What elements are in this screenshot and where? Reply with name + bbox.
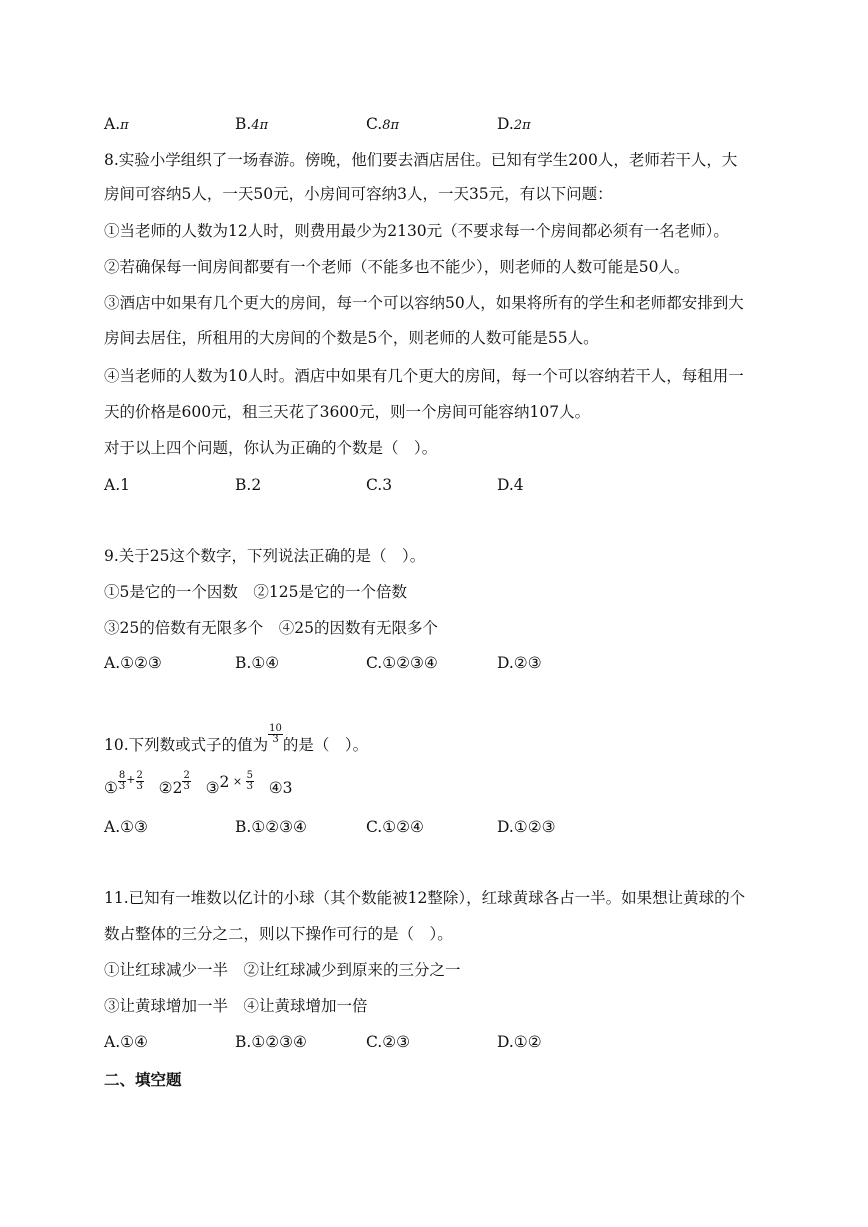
q11-option-b: B.①②③④ <box>235 1033 307 1051</box>
q8-question: 对于以上四个问题，你认为正确的个数是（ ）。 <box>104 439 438 457</box>
q10-e1a-fraction: $\frac{8}{3}$ <box>118 769 126 792</box>
q11-options <box>104 1032 764 1054</box>
q9-option-c: C.①②③④ <box>366 654 438 672</box>
q9-options <box>104 653 764 675</box>
q10-option-b: B.①②③④ <box>235 818 307 836</box>
section-heading: 二、填空题 <box>104 1071 182 1089</box>
q7-option-c: C.8π <box>366 115 400 133</box>
q8-option-d: D.4 <box>497 476 524 494</box>
q7-option-b: B.4π <box>235 115 269 133</box>
q9-choices-row1: ①5是它的一个因数 ②125是它的一个倍数 <box>104 583 407 601</box>
q11-choices-row1: ①让红球减少一半 ②让红球减少到原来的三分之一 <box>104 961 461 979</box>
q8-item-2: ②若确保每一间房间都要有一个老师（不能多也不能少），则老师的人数可能是50人。 <box>104 258 690 276</box>
q8-item-3a: ③酒店中如果有几个更大的房间，每一个可以容纳50人，如果将所有的学生和老师都安排到大 <box>104 294 744 312</box>
q9-option-b: B.①④ <box>235 654 280 672</box>
q10-stem: 10.下列数或式子的值为 $\frac{10}{3}$ 的是（ ）。 <box>104 722 369 754</box>
q11-choices-row2: ③让黄球增加一半 ④让黄球增加一倍 <box>104 997 368 1015</box>
q8-stem-line1: 8.实验小学组织了一场春游。傍晚，他们要去酒店居住。已知有学生200人，老师若干人，大 <box>104 151 738 169</box>
q10-option-c: C.①②④ <box>366 818 424 836</box>
q10-choices: ① $\frac{8}{3}$ + $\frac{2}{3}$ ②2 $\frac{2}{3}$ ③2 × $\frac{5}{3}$ ④3 <box>104 769 293 797</box>
q9-option-a: A.①②③ <box>104 654 162 672</box>
q9-option-d: D.②③ <box>497 654 542 672</box>
q8-option-a: A.1 <box>104 476 130 494</box>
q7-option-d: D.2π <box>497 115 531 133</box>
q8-option-b: B.2 <box>235 476 262 494</box>
q7-options <box>104 114 764 136</box>
q7-option-a: A.π <box>104 115 129 133</box>
q10-option-a: A.①③ <box>104 818 148 836</box>
q10-e1b-fraction: $\frac{2}{3}$ <box>136 769 143 792</box>
q10-e2-fraction: $\frac{2}{3}$ <box>183 769 190 792</box>
q8-options <box>104 475 764 497</box>
q10-e3-fraction: $\frac{5}{3}$ <box>246 769 253 792</box>
q8-stem-line2: 房间可容纳5人，一天50元，小房间可容纳3人，一天35元，有以下问题： <box>104 185 613 203</box>
q11-option-c: C.②③ <box>366 1033 411 1051</box>
q9-choices-row2: ③25的倍数有无限多个 ④25的因数有无限多个 <box>104 619 438 637</box>
q8-option-c: C.3 <box>366 476 393 494</box>
q8-item-4a: ④当老师的人数为10人时。酒店中如果有几个更大的房间，每一个可以容纳若干人，每租用一 <box>104 367 744 385</box>
q11-stem-line2: 数占整体的三分之二，则以下操作可行的是（ ）。 <box>104 925 453 943</box>
q11-stem-line1: 11.已知有一堆数以亿计的小球（其个数能被12整除），红球黄球各占一半。如果想让黄球的个 <box>104 889 746 907</box>
q9-stem: 9.关于25这个数字，下列说法正确的是（ ）。 <box>104 547 426 565</box>
q10-option-d: D.①②③ <box>497 818 556 836</box>
q8-item-4b: 天的价格是600元，租三天花了3600元，则一个房间可能容纳107人。 <box>104 403 591 421</box>
q8-item-1: ①当老师的人数为12人时，则费用最少为2130元（不要求每一个房间都必须有一名老师）。 <box>104 222 729 240</box>
q8-item-3b: 房间去居住，所租用的大房间的个数是5个，则老师的人数可能是55人。 <box>104 329 599 347</box>
q11-option-a: A.①④ <box>104 1033 148 1051</box>
q10-options <box>104 817 764 839</box>
q10-target-fraction: $\frac{10}{3}$ <box>269 722 282 745</box>
q11-option-d: D.①② <box>497 1033 542 1051</box>
